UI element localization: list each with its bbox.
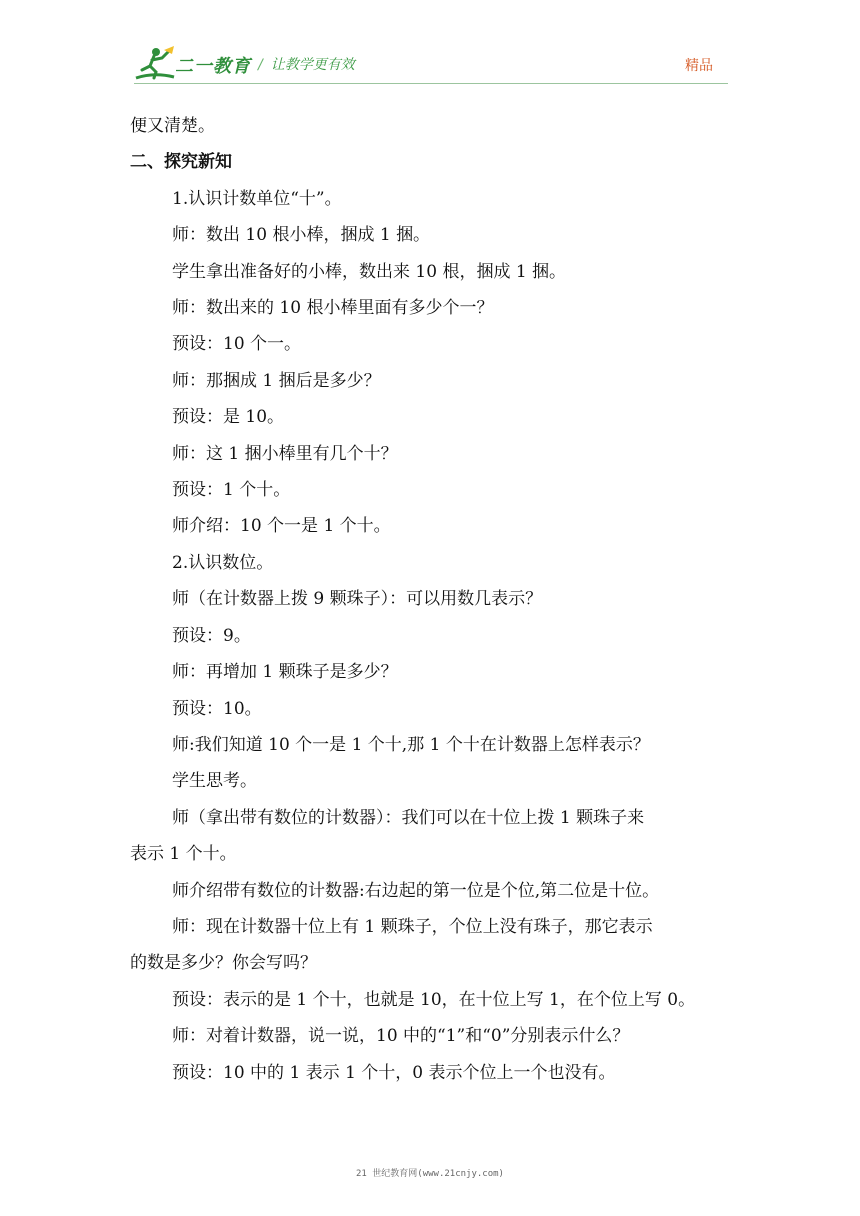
paragraph-line: 预设：9。: [172, 625, 251, 646]
subsection-heading: 2.认识数位。: [172, 552, 274, 573]
header-divider: [134, 83, 728, 84]
brand-name: 二一教育: [175, 56, 251, 77]
paragraph-line: 师：对着计数器，说一说，10 中的“1”和“0”分别表示什么？: [172, 1026, 630, 1047]
paragraph-line: 预设：10 个一。: [172, 334, 302, 355]
paragraph-line: 师：现在计数器十位上有 1 颗珠子，个位上没有珠子，那它表示: [172, 916, 653, 937]
paragraph-line: 师：这 1 捆小棒里有几个十？: [172, 443, 398, 464]
slogan: / 让教学更有效: [258, 57, 355, 73]
paragraph-line: 的数是多少？你会写吗？: [130, 953, 317, 974]
paragraph-line: 预设：10。: [172, 698, 262, 719]
document-body: [130, 108, 732, 1091]
paragraph-line: 师:我们知道 10 个一是 1 个十,那 1 个十在计数器上怎样表示？: [172, 734, 650, 755]
paragraph-line: 预设：表示的是 1 个十，也就是 10，在十位上写 1，在个位上写 0。: [172, 989, 696, 1010]
paragraph-line: 预设：1 个十。: [172, 480, 291, 501]
page-header: [0, 0, 860, 96]
paragraph-line: 学生拿出准备好的小棒，数出来 10 根，捆成 1 捆。: [172, 261, 567, 282]
paragraph-line: 师（拿出带有数位的计数器）：我们可以在十位上拨 1 颗珠子来: [172, 807, 645, 828]
paragraph-line: 师（在计数器上拨 9 颗珠子）：可以用数几表示？: [172, 589, 543, 610]
subsection-heading: 1.认识计数单位“十”。: [172, 188, 342, 209]
paragraph-line: 师介绍：10 个一是 1 个十。: [172, 516, 391, 537]
paragraph-line: 师：数出来的 10 根小棒里面有多少个一？: [172, 298, 494, 319]
paragraph-line: 便又清楚。: [130, 116, 215, 136]
paragraph-line: 表示 1 个十。: [130, 844, 237, 865]
paragraph-line: 师：那捆成 1 捆后是多少？: [172, 370, 381, 391]
slogan-text: 让教学更有效: [270, 57, 355, 73]
paragraph-line: 师介绍带有数位的计数器:右边起的第一位是个位,第二位是十位。: [172, 880, 660, 901]
paragraph-line: 学生思考。: [172, 771, 257, 792]
page-footer: 21 世纪教育网(www.21cnjy.com): [356, 1169, 504, 1179]
paragraph-line: 师：再增加 1 颗珠子是多少？: [172, 662, 398, 683]
paragraph-line: 师：数出 10 根小棒，捆成 1 捆。: [172, 225, 431, 246]
paragraph-line: 预设：10 中的 1 表示 1 个十，0 表示个位上一个也没有。: [172, 1062, 616, 1083]
paragraph-line: 预设：是 10。: [172, 407, 285, 428]
quality-tag: 精品: [685, 58, 713, 74]
section-heading: 二、探究新知: [130, 152, 232, 173]
